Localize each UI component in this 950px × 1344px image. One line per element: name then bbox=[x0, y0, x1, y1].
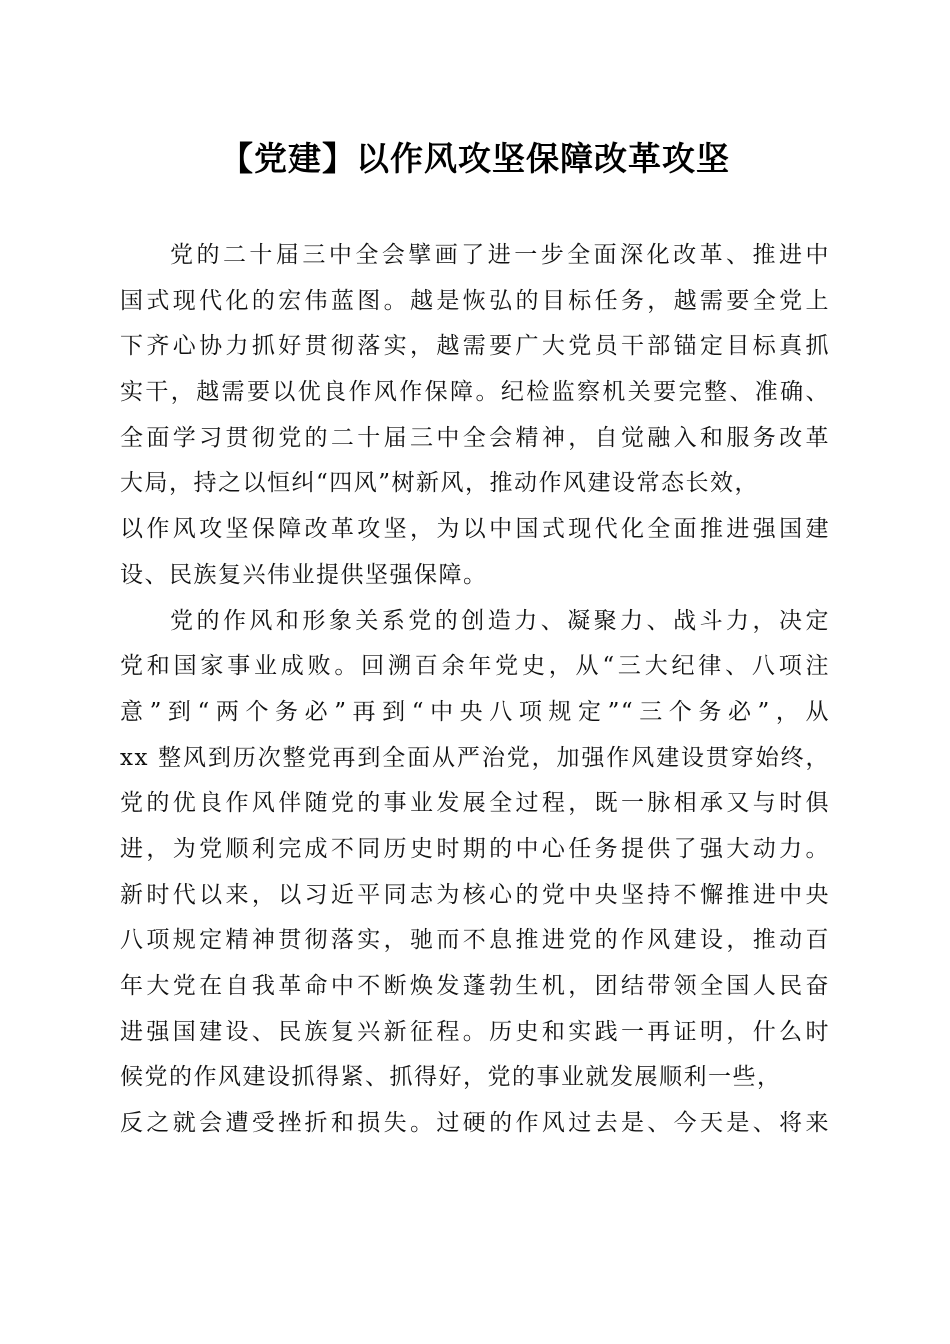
paragraph-line: 候党的作风建设抓得紧、抓得好，党的事业就发展顺利一些， bbox=[120, 1064, 782, 1091]
paragraph-line: 以作风攻坚保障改革攻坚，为以中国式现代化全面推进强国建 bbox=[120, 516, 830, 543]
paragraph-line: 进，为党顺利完成不同历史时期的中心任务提供了强大动力。 bbox=[120, 835, 830, 862]
paragraph-line: 实干，越需要以优良作风作保障。纪检监察机关要完整、准确、 bbox=[120, 379, 830, 406]
paragraph-line: 党的二十届三中全会擘画了进一步全面深化改革、推进中 bbox=[170, 242, 830, 268]
paragraph-line: 大局，持之以恒纠“四风”树新风，推动作风建设常态长效， bbox=[120, 470, 760, 497]
paragraph-line: 党的优良作风伴随党的事业发展全过程，既一脉相承又与时俱 bbox=[120, 790, 830, 817]
paragraph-line: 下齐心协力抓好贯彻落实，越需要广大党员干部锚定目标真抓 bbox=[120, 333, 830, 360]
paragraph-line: 进强国建设、民族复兴新征程。历史和实践一再证明，什么时 bbox=[120, 1018, 830, 1045]
paragraph-line: 设、民族复兴伟业提供坚强保障。 bbox=[120, 561, 488, 588]
paragraph-line: 全面学习贯彻党的二十届三中全会精神，自觉融入和服务改革 bbox=[120, 424, 830, 451]
paragraph-line: 八项规定精神贯彻落实，驰而不息推进党的作风建设，推动百 bbox=[120, 927, 830, 954]
paragraph-line: 党的作风和形象关系党的创造力、凝聚力、战斗力，决定 bbox=[170, 607, 830, 634]
paragraph-2 bbox=[120, 599, 830, 1147]
paragraph-line: 反之就会遭受挫折和损失。过硬的作风过去是、今天是、将来 bbox=[120, 1110, 830, 1137]
document-body bbox=[120, 233, 830, 1147]
paragraph-line: xx 整风到历次整党再到全面从严治党，加强作风建设贯穿始终， bbox=[120, 744, 830, 771]
paragraph-1 bbox=[120, 233, 830, 599]
paragraph-line: 党和国家事业成败。回溯百余年党史，从“三大纪律、八项注 bbox=[120, 653, 830, 680]
paragraph-line: 年大党在自我革命中不断焕发蓬勃生机，团结带领全国人民奋 bbox=[120, 973, 830, 999]
document-title: 【党建】以作风攻坚保障改革攻坚 bbox=[220, 139, 730, 178]
paragraph-line: 意”到“两个务必”再到“中央八项规定”“三个务必”，从 bbox=[120, 698, 830, 725]
paragraph-line: 新时代以来，以习近平同志为核心的党中央坚持不懈推进中央 bbox=[120, 881, 830, 908]
paragraph-line: 国式现代化的宏伟蓝图。越是恢弘的目标任务，越需要全党上 bbox=[120, 287, 830, 314]
